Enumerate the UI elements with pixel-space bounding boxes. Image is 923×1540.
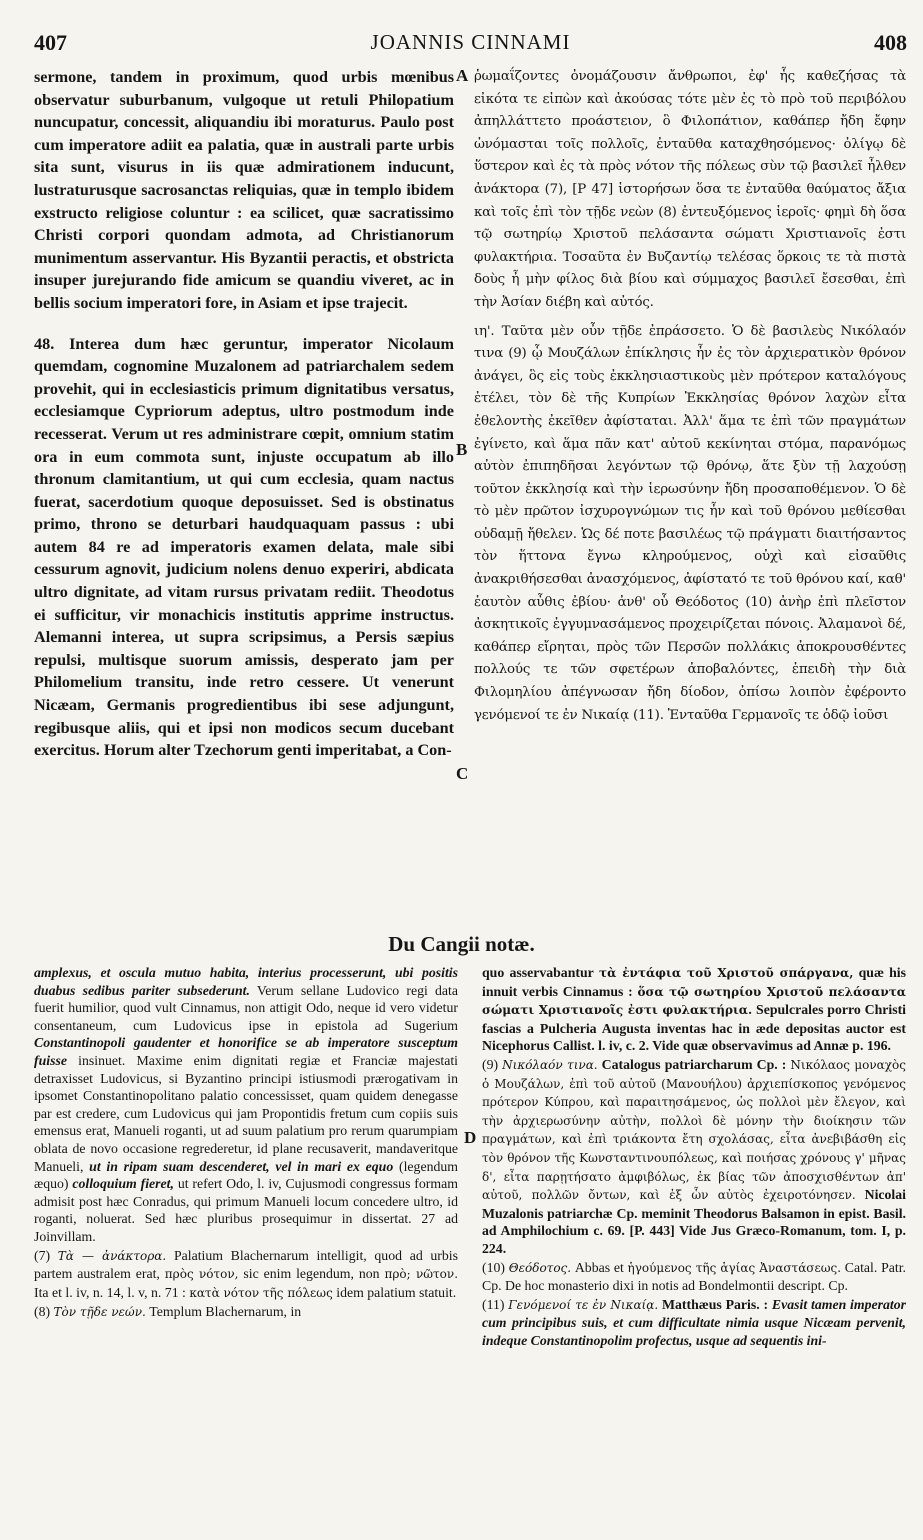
notes-left-column [34,964,458,1524]
note-greek: τὰ ἐντάφια τοῦ Χριστοῦ σπάργανα, [599,966,854,980]
note-label: (7) [34,1247,51,1263]
section-marker-b: B [456,440,468,459]
note-8 [34,1303,458,1322]
note-text: Sepulcrales porro Christi fascias a Pulcheria Augusta inventas hac in æde depositas auctor est Nicephorus Callist. l. iv, c. 2. Vide quæ observavimus ad Annæ p. 196. [482,1002,906,1054]
section-marker-c: C [456,764,469,783]
note-label: (8) [34,1304,51,1320]
note-greek: Τὰ — ἀνάκτορα. [57,1248,167,1263]
note-text: sic enim legendum, non [243,1266,380,1282]
note-text: Templum Blachernarum, in [149,1304,302,1320]
note-greek: Νικόλαόν τινα. [502,1057,598,1072]
note-label: (11) [482,1296,505,1312]
note-italic: ut in ripam suam descenderet, vel in mari ex equo [89,1158,394,1174]
section-marker-a: A [456,66,469,85]
note-text: Catalogus patriarcharum Cp. : [601,1056,787,1072]
note-label: (9) [482,1056,499,1072]
greek-paragraph-1: ῥωμαΐζοντες ὀνομάζουσιν ἄνθρωποι, ἐφ' ἧς καθεζήσας τὰ εἰκότα τε εἰπὼν καὶ ἀκούσας τότε μὲν ἐς τὸ πρὸ τοῦ περιβόλου ἀπηλλάττετο προάστειον, ὃ Φιλοπάτιον, καθάπερ ἤδη ἔφην ὠνόμασται τοῖς πολλοῖς, ἐνταῦθα καταχθησόμενος· ὀλίγῳ δὲ ὕστερον καὶ ἐς τὰ πρὸς νότον τῆς πόλεως σὺν τῷ βασιλεῖ ἦλθεν ἀνάκτορα (7), [P 47] ἱστορήσων ὅσα τε ἐνταῦθα θαύματος ἄξια καὶ τοῖς ἐπὶ τὸν τῇδε νεὼν (8) ἐντευξόμενος ἱεροῖς· φημὶ δὴ ὅσα τῷ σωτηρίῳ Χριστοῦ πελάσαντα σώματι Χριστιανοῖς ἐστι φυλακτήρια. Τοσαῦτα ἐν Βυζαντίῳ τελέσας ὅρκοις τε τὰ πιστὰ δοὺς ἦ μὴν φίλος διὰ βίου καὶ σύμμαχος βασιλεῖ ἔσεσθαι, ἐπὶ τὴν Ἀσίαν διέβη καὶ αὐτός. [474,69,906,310]
note-greek: Θεόδοτος. [508,1260,572,1275]
page-header [34,30,907,60]
note-text: Palatium Blachernarum intelligit, quod ad urbis partem australem erat, [34,1247,458,1282]
note-text: Catal. Patr. Cp. De hoc monasterio dixi in notis ad Bondelmontii descript. Cp. [482,1259,906,1294]
note-text: Matthæus Paris. : [662,1296,769,1312]
note-greek: πρὸ; νῶτον. [384,1267,458,1282]
notes-title: Du Cangii notæ. [388,932,535,956]
note-text: Abbas et [574,1259,624,1275]
note-greek: ἡγούμενος τῆς ἁγίας Ἀναστάσεως. [627,1260,842,1275]
running-title: JOANNIS CINNAMI [370,30,571,54]
notes-right-column [482,964,906,1524]
note-text: quo asservabantur [482,965,594,980]
note-italic: Evasit tamen imperator cum principibus suis, et cum difficultate nimia usque Nicæam pervenit, indeque Constantinopolim profectus, usque ad sequentis ini- [482,1296,906,1348]
note-text: insinuet. Maxime enim dignitati regiæ et Franciæ majestati detraxisset Ludovicus, si Byzantino principi istiusmodi prærogativam in ipsomet Constantinopolitano palatio concessisset, quam quidem denegasse par est credere, cum Ludovicus qui jam Propontidis fretum cum copiis suis emensus erat, Manueli roganti, ut ad suum palatium pro rerum quarumpiam oblata de novo occasione regrederetur, id plane recusaverit, mandaveritque Manueli, [34,1052,458,1174]
note-text: Verum sellane Ludovico regi data fuerit humilior, quod vult Cinnamus, non attigit Odo, neque id vero videtur consentaneum, cum Ludovicus ipse in epistola ad Sugerium [34,982,458,1033]
note-7 [34,1247,458,1303]
note-continuation [34,964,458,1246]
note-text: idem palatium statuit. [336,1284,457,1300]
note-greek: Νικόλαος μοναχὸς ὁ Μουζάλων, ἐπὶ τοῦ αὐτοῦ (Μανουήλου) ἀρχιεπίσκοπος γενόμενος πρότερον Κύπρου, καὶ παραιτησάμενος, ὡς πολλοὶ μὲν ἔλεγον, καὶ τὴν ἀρχιερωσύνην αὐτὴν, πολλοὶ δὲ μόνην τὴν διοίκησιν τῶν πραγμάτων, καὶ ἐπὶ τριάκοντα ἔτη σχολάσας, εἶτα ἀνεβιβάσθη εἰς τὸν θρόνον τῆς Κωνσταντινουπόλεως, καὶ ποιήσας χρόνους γ' μῆνας δ', εἶτα παρῃτήσατο ἀμφιβόλως, ἐκ βίας τῶν ἀποσχισθέντων ἀπ' αὐτοῦ, πολλῶν ὄντων, καὶ ἐξ ὧν αὐτὸς ἐχειροτόνησεν. [482,1057,906,1203]
note-greek: Τὸν τῇδε νεών. [53,1305,146,1320]
note-greek: Γενόμενοί τε ἐν Νικαίᾳ. [508,1297,659,1312]
note-greek: ὅσα τῷ σωτηρίου Χριστοῦ πελάσαντα σώματι Χριστιανοῖς ἐστι φυλακτήρια. [482,984,906,1018]
note-8-continued [482,964,906,1055]
note-italic: amplexus, et oscula mutuo habita, interius processerunt, ubi positis duabus sedibus pariter subsederunt. [34,965,458,998]
note-italic: colloquium fieret, [72,1176,174,1192]
note-11 [482,1296,906,1350]
note-italic: Constantinopoli gaudenter et honorifice se ab imperatore susceptum fuisse [34,1035,458,1068]
note-text: quæ his innuit verbis Cinnamus : [482,965,906,999]
greek-paragraph-2: ιη'. Ταῦτα μὲν οὖν τῇδε ἐπράσσετο. Ὁ δὲ βασιλεὺς Νικόλαόν τινα (9) ᾧ Μουζάλων ἐπίκλησις ἦν ἐς τὸν ἀρχιερατικὸν θρόνον ἀνάγει, ὃς εἰς τοὺς ἐκκλησιαστικοὺς μὲν πρότερον καταλόγους ἐτέλει, τὸν δὲ τῆς Κυπρίων Ἐκκλησίας θρόνον λαχὼν εἶτα ἐθελοντὴς ἐκεῖθεν ἀφίσταται. Ἀλλ' ἅμα τε ἐπὶ τῶν πραγμάτων ἐγίνετο, καὶ ἅμα πᾶν κατ' αὐτοῦ κεκίνηται στόμα, παρανόμως αὐτὸν ἐπιπηδῆσαι λεγόντων τῷ θρόνῳ, ἅτε ξὺν τῇ λαχούσῃ τοῦτον ἐκκλησίᾳ καὶ τὴν ἱερωσύνην ἤδη προσαποθέμενον. Ὁ δὲ τὸ μὲν πρῶτον ἰσχυρογνώμων τις ἦν καὶ τοῦ θρόνου μεθίεσθαι οὐδαμῇ ἤθελεν. Ὡς δέ ποτε βασιλέως τῷ πράγματι διαιτήσαντος τὸν ἥττονα ἔγνω κληρούμενος, οὐχὶ καὶ εἰσαῦθις ἀνακριθήσεσθαι ἀνασχόμενος, ἀφίστατό τε τοῦ θρόνου καί, καθ' ἑαυτὸν αὖθις ἐβίου· ἀνθ' οὗ Θεόδοτος (10) ἀνὴρ ἐπὶ πλεῖστον ἀσκητικοῖς ἐγγυμνασάμενος προχειρίζεται πόνοις. Ἀλαμανοὶ δέ, καθάπερ εἴρηται, πρὸς τῶν Περσῶν πολλάκις ἀποκρουσθέντες πολλούς τε τῶν σφετέρων ἀποβαλόντες, ἐπειδὴ τὴν διὰ Φιλομηλίου ἀπέγνωσαν ἤδη δίοδον, ὀπίσω λοιπὸν ἐφέροντο γενόμενοί τε ἐν Νικαίᾳ (11). Ἐνταῦθα Γερμανοῖς τε ὁδῷ ἰοῦσι [474,323,906,723]
note-text: (legendum æquo) [34,1158,458,1192]
note-label: (10) [482,1259,505,1275]
note-greek: κατὰ νότον τῆς πόλεως [189,1285,333,1300]
paragraph-gap [34,315,454,333]
note-text: ut refert Odo, l. iv, Cujusmodi congressus formam admisit post hæc Conradus, qui primum Manueli locum concedere ultro, id roganti, noluerat. Sed hæc pluribus prosequimur in dissertat. 27 ad Joinvillam. [34,1176,458,1244]
latin-paragraph-1: sermone, tandem in proximum, quod urbis mœnibus observatur suburbanum, vulgoque ut retuli Philopatium nuncupatur, concessit, aliquandiu ibi moraturus. Paulo post cum imperatore adiit ea palatia, quæ in australi parte urbis sita sunt, visurus in iis quæ admirationem inducunt, lustraturusque sacrosanctas reliquias, quæ in templo ibidem exstructo religiose coluntur : ea scilicet, quæ sacratissimo Christi corpori quondam admota, ad Christianorum munimentum asservantur. His Byzantii peractis, et obstricta insuper jurejurando fide amicum se quandiu viveret, ac in bellis socium imperatori fore, in Asiam et ipse trajecit. [34,68,454,312]
note-text: Ita et l. iv, n. 14, l. v, n. 71 : [34,1284,186,1300]
section-marker-d: D [464,1128,477,1147]
note-greek: πρὸς νότον, [164,1267,239,1282]
note-text: Nicolai Muzalonis patriarchæ Cp. meminit Theodorus Balsamon in epist. Basil. ad Amphilochium c. 69. [P. 443] Vide Jus Græco-Romanum, tom. I, p. 224. [482,1187,906,1256]
page-number-left: 407 [34,30,67,55]
page-number-right: 408 [874,30,907,55]
note-10 [482,1259,906,1295]
latin-column [34,66,454,924]
greek-column [474,66,906,924]
latin-paragraph-2: 48. Interea dum hæc geruntur, imperator Nicolaum quemdam, cognomine Muzalonem ad patriarchalem sedem provehit, qui in ecclesiasticis primum dignitatibus versatus, ecclesiamque Cypriorum adeptus, ultro postmodum inde recesserat. Verum ut res administrare cœpit, omnium statim ora in eum commota sunt, injuste occupatum ab illo thronum clamitantium, ut qui cum ecclesia, quam nactus fuerat, sacerdotium quoque deposuisset. Sed is obstinatus primo, throno se deturbari haudquaquam passus : ubi autem 84 re ad imperatoris examen delata, male sibi cessurum agnovit, judicium nolens denuo experiri, abdicata ultro dignitate, ad vitam rursus privatam rediit. Theodotus ei sufficitur, vir monachicis institutis apprime instructus. Alemanni interea, ut supra scripsimus, a Persis sæpius repulsi, multisque suorum amissis, desperato jam per Philomelium transitu, inde retro cessere. Ut venerunt Nicæam, Germanis progredientibus ibi sese adjungunt, regibusque aliis, qui et ipsi non modicos secum ducebant exercitus. Horum alter Tzechorum genti imperitabat, a Con- [34,334,454,760]
note-9 [482,1056,906,1258]
